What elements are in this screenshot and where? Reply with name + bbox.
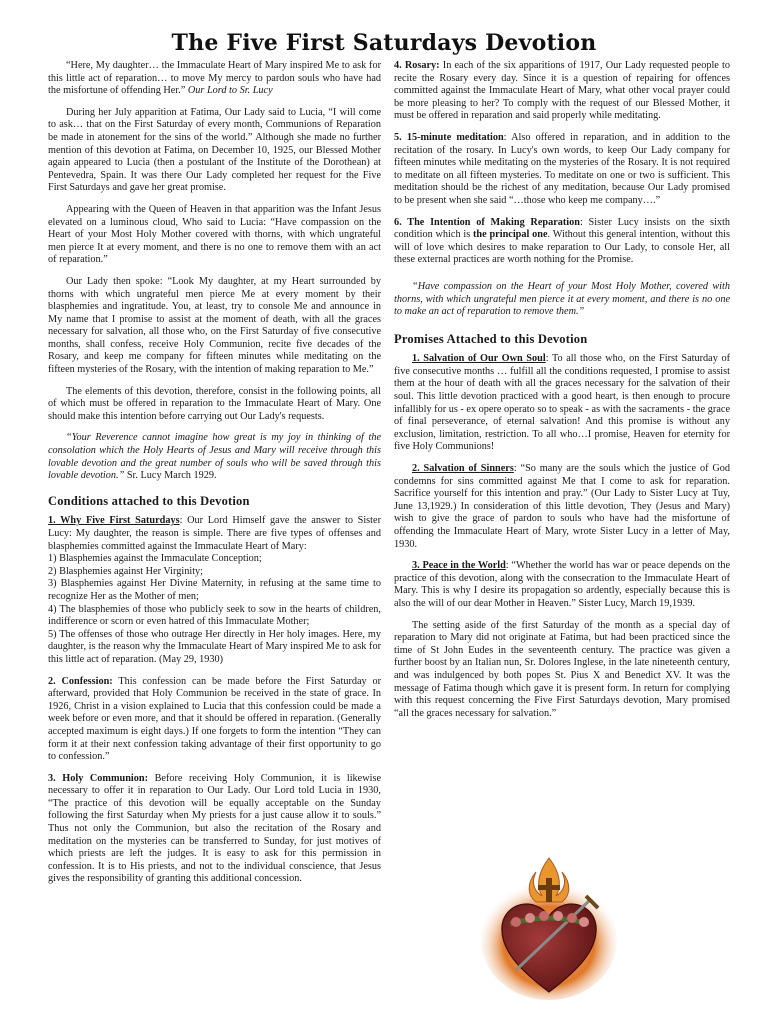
condition-2-paragraph bbox=[48, 676, 381, 764]
right-column bbox=[394, 60, 730, 729]
list-item: 3) Blasphemies against Her Divine Maternity, in refusing at the same time to recognize Her as the Mother of men; bbox=[48, 578, 381, 602]
promise-1-paragraph bbox=[394, 353, 730, 454]
condition-5-paragraph bbox=[394, 132, 730, 208]
condition-2-text: This confession can be made before the First Saturday or afterward, provided that Holy Communion be received in the state of grace. In 1926, Christ in a vision explained to Lucia that this confession could be made a week before or even more, and that it should be offered in reparation. (Generally accepted maximum is eight days.) If one forgets to form the intention “They can form it at their next confession taking advantage of their first opportunity to go to confession.” bbox=[48, 675, 381, 763]
condition-6-paragraph bbox=[394, 217, 730, 267]
promise-2-paragraph bbox=[394, 463, 730, 551]
condition-2-label: 2. Confession: bbox=[48, 675, 113, 687]
condition-6-text-a: : Sister Lucy insists on the sixth condition which is bbox=[394, 216, 730, 241]
condition-3-label: 3. Holy Communion: bbox=[48, 772, 148, 784]
condition-6-bold: the principal one bbox=[473, 229, 548, 241]
condition-1-paragraph bbox=[48, 515, 381, 553]
condition-3-text: Before receiving Holy Communion, it is likewise necessary to offer it in reparation to Our Lady. Our Lord told Lucia in 1930, “The practice of this devotion will be equally acceptable on the Sunday following the first Saturday when My priests for a just cause allow it to souls.” Thus not only the Communion, but also the recitation of the Rosary and meditation on the mysteries can be transferred to Sunday, for just motives of which priests are left the judges. It is easy to ask for this permission in confession. It is to His priests, and not to the individual conscience, that Jesus gives the responsibility of granting this additional concession. bbox=[48, 772, 382, 885]
promises-heading: Promises Attached to this Devotion bbox=[394, 331, 588, 346]
promise-3-paragraph bbox=[394, 560, 730, 610]
list-item: 1) Blasphemies against the Immaculate Conception; bbox=[48, 553, 262, 565]
promise-3-text: : “Whether the world has war or peace depends on the practice of this devotion, along with the consecration to the Immaculate Heart of Mary. This is why I desire its propagation so ardently, especially because this is also the will of our dear Mother in Heaven.” Sister Lucy, March 19,1939. bbox=[394, 560, 730, 609]
condition-1-label: 1. Why Five First Saturdays bbox=[48, 515, 180, 527]
blasphemies-list bbox=[48, 553, 381, 666]
condition-4-text: In each of the six apparitions of 1917, Our Lady requested people to recite the Rosary every day. Since it is a question of repairing for offences committed against the Immaculate Heart of Mary, what other vocal prayer could be more pleasing to her? To comply with the request of our Blessed Mother, it must be offered in reparation and said properly while meditating. bbox=[394, 60, 730, 122]
left-column bbox=[48, 60, 381, 895]
intro-quote-paragraph bbox=[48, 60, 381, 98]
page-title: The Five First Saturdays Devotion bbox=[171, 30, 597, 56]
condition-4-label: 4. Rosary: bbox=[394, 60, 440, 71]
promise-2-text: : “So many are the souls which the justice of God condemns for sins committed against Me that I come to ask for reparation. Sacrifice yourself for this intention and pray.” (Our Lady to Sister Lucy at Tuy, June 13,1929.) In consideration of this little devotion, They (Jesus and Mary) wish to give the grace of pardon to souls who have had the misfortune of offending the Immaculate Heart of Mary, wrote Sister Lucy in a letter of May, 1930. bbox=[394, 463, 731, 550]
promise-2-label: 2. Salvation of Sinners bbox=[412, 463, 514, 475]
reverence-quote: “Your Reverence cannot imagine how great is my joy in thinking of the consolation which the Holy Hearts of Jesus and Mary will receive through this lovable devotion and the great number of souls who will be saved through this lovable devotion.” bbox=[48, 432, 381, 482]
condition-5-text: : Also offered in reparation, and in addition to the recitation of the rosary. In Lucy's own words, to keep Our Lady company for fifteen minutes while meditating on the mysteries of the Rosary. It is not required to meditate on all fifteen mysteries. To meditate on one or two is sufficient. This meditation should be the richest of any meditation, because Our Lady promised to be present when she said “…those who keep me company….” bbox=[394, 131, 730, 206]
promise-3-label: 3. Peace in the World bbox=[412, 560, 506, 572]
immaculate-heart-icon bbox=[480, 850, 618, 1000]
list-item: 4) The blasphemies of those who publicly seek to sow in the hearts of children, indifference or scorn or even hatred of this Immaculate Mother; bbox=[48, 603, 381, 628]
intro-quote: “Here, My daughter… the Immaculate Heart of Mary inspired Me to ask for this little act of reparation… to move My mercy to pardon souls who have had the misfortune of offending Her.” bbox=[48, 60, 381, 97]
reverence-attribution: Sr. Lucy March 1929. bbox=[126, 470, 217, 482]
reverence-quote-paragraph bbox=[48, 432, 381, 482]
our-lady-spoke-paragraph: Our Lady then spoke: “Look My daughter, at my Heart surrounded by thorns with which ungrateful men pierce Me at every moment by their blasphemies and ingratitude. You, at least, try to console Me and announce in My name that I promise to assist at the moment of death, with all the graces necessary for salvation, all those who, on the First Saturday of five consecutive months, shall confess, receive Holy Communion, recite five decades of the Rosary, and keep me company for fifteen minutes while meditating on the fifteen mysteries of the Rosary, with the intention of making reparation to Me.” bbox=[48, 275, 381, 376]
closing-paragraph: The setting aside of the first Saturday of the month as a special day of reparation to Mary did not originate at Fatima, but had been practiced since the time of St John Eudes in the seventeenth century. The practice was given a further boost by an Italian nun, Sr. Dolores Inglese, in the late nineteenth century, and was indulgenced by both popes St. Pius X and Benedict XV. It was the message of Fatima though which gave it is present form. In return for complying with this request concerning the Five First Saturdays devotion, Mary promised “all the graces necessary for salvation.” bbox=[394, 619, 730, 719]
elements-paragraph: The elements of this devotion, therefore, consist in the following points, all of which must be offered in reparation to the Immaculate Heart of Mary. One should make this intention before carrying out Our Lady's requests. bbox=[48, 385, 381, 422]
list-item: 5) The offenses of those who outrage Her directly in Her holy images. Here, my daughter, is the reason why the Immaculate Heart of Mary inspired Me to ask for this little act of reparation. (May 29, 1930) bbox=[48, 628, 381, 665]
compassion-quote: “Have compassion on the Heart of your Most Holy Mother, covered with thorns, with which ungrateful men pierce it at every moment, and there is no one to make an act of reparation to remove them.” bbox=[394, 280, 730, 318]
conditions-heading: Conditions attached to this Devotion bbox=[48, 493, 250, 508]
condition-6-label: 6. The Intention of Making Reparation bbox=[394, 216, 580, 228]
promise-1-text: : To all those who, on the First Saturday of five consecutive months … fulfill all the conditions requested, I promise to assist them at the hour of death with all the graces necessary for the salvation of their soul. This little devotion practiced with a good heart, is then enough to procure infallibly for us - ex opere operato so to speak - as with the sacraments - the grace of final perseverance, of eternal salvation! And this promise is without any exclusion, limitation, restriction. To all who…I promise, Heaven for eternity for five Holy Communions! bbox=[394, 353, 730, 453]
condition-5-label: 5. 15-minute meditation bbox=[394, 131, 504, 143]
promise-1-label: 1. Salvation of Our Own Soul bbox=[412, 353, 546, 365]
intro-attribution: Our Lord to Sr. Lucy bbox=[187, 85, 273, 97]
condition-1-text: : Our Lord Himself gave the answer to Sister Lucy: My daughter, the reason is simple. There are five types of offenses and blasphemies committed against the Immaculate Heart of Mary: bbox=[48, 515, 381, 552]
condition-3-paragraph bbox=[48, 773, 381, 886]
july-apparition-paragraph: During her July apparition at Fatima, Our Lady said to Lucia, “I will come to ask… that on the First Saturday of every month, Communions of Reparation be made in atonement for the sins of the world.” Although she made no further mention of this devotion at Fatima, on December 10, 1925, our Blessed Mother again appeared to Lucia (then a postulant of the Institute of the Dorothean) at Pentevedra, Spain. It was there Our Lady completed her request for the Five First Saturdays and gave her great promise. bbox=[48, 106, 381, 194]
list-item: 2) Blasphemies against Her Virginity; bbox=[48, 565, 204, 577]
condition-4-paragraph bbox=[394, 60, 730, 123]
infant-jesus-paragraph: Appearing with the Queen of Heaven in that apparition was the Infant Jesus elevated on a luminous cloud, Who said to Lucia: “Have compassion on the Heart of your Most Holy Mother covered with thorns, with which ungrateful men pierce It at every moment, and there is no one to remove them with an act of reparation.” bbox=[48, 203, 381, 266]
condition-6-text-b: . Without this general intention, without this will of love which desires to make reparation to Our Lady, to console Her, all these external practices are worth nothing for the Promise. bbox=[394, 229, 730, 266]
